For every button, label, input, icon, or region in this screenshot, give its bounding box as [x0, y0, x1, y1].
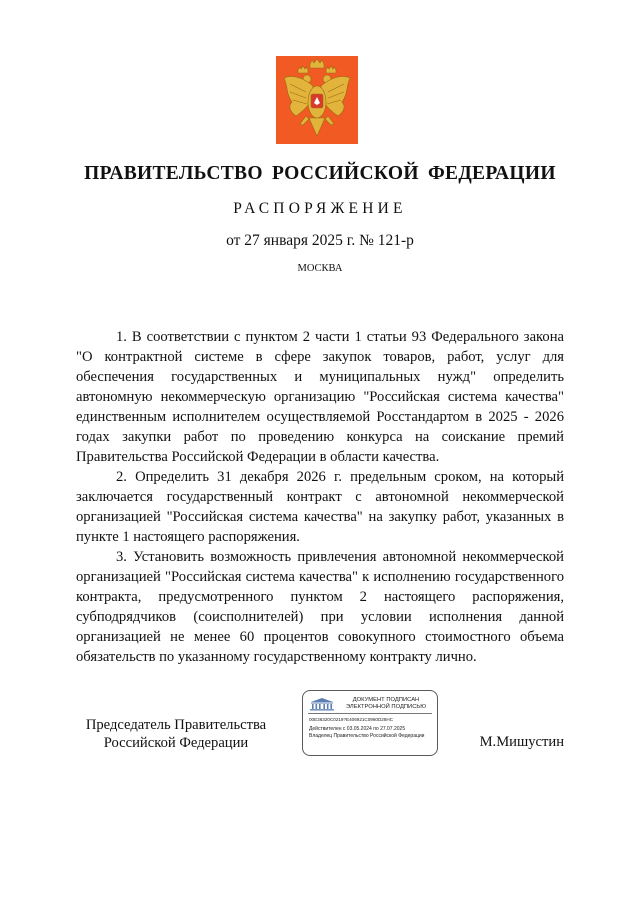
document-date-number: от 27 января 2025 г. № 121-р: [226, 232, 414, 249]
stamp-header-line1: ДОКУМЕНТ ПОДПИСАН: [352, 697, 420, 703]
paragraph-3: 3. Установить возможность привлечения автономной некоммерческой организацией "Российская система качества" к исполнению государственного контракта, предусмотренного пунктом 2 настоящего распоряжения, субподрядчиков (соисполнителей) при условии исполнения данной организацией не менее 60 процентов совокупного стоимостного объема обязательств по указанному государственному контракту лично.: [76, 549, 564, 665]
signer-position-line2: Российской Федерации: [103, 735, 249, 751]
document-type: РАСПОРЯЖЕНИЕ: [233, 200, 407, 217]
signer-position: [76, 716, 276, 752]
stamp-validity: Действителен с 03.05.2024 по 27.07.2025: [309, 726, 406, 732]
paragraph-1: 1. В соответствии с пунктом 2 части 1 статьи 93 Федерального закона "О контрактной системе в сфере закупок товаров, работ, услуг для обеспечения государственных и муниципальных нужд" определить автономную некоммерческую организацию "Российская система качества" единственным исполнителем осуществляемой Росстандартом в 2025 - 2026 годах закупки работ по проведению конкурса на соискание премий Правительства Российской Федерации в области качества.: [76, 329, 564, 465]
state-emblem: [276, 56, 358, 144]
stamp-owner: Владелец Правительство Российской Федерации: [309, 733, 425, 739]
document-body: [76, 327, 564, 667]
signer-name: М.Мишустин: [479, 734, 564, 750]
paragraph-2: 2. Определить 31 декабря 2026 г. предельным сроком, на который заключается государственный контракт с автономной некоммерческой организацией "Российская система качества" на закупку работ, указанных в пункте 1 настоящего распоряжения.: [76, 469, 564, 545]
stamp-certificate-id: 00E36320C0219?E406921C0960D28HC: [309, 717, 394, 722]
stamp-divider: [308, 713, 432, 714]
government-title: ПРАВИТЕЛЬСТВО РОССИЙСКОЙ ФЕДЕРАЦИИ: [84, 163, 556, 184]
government-building-icon: [309, 697, 335, 711]
russian-coat-of-arms-icon: [276, 56, 358, 144]
stamp-header: [337, 697, 435, 711]
electronic-signature-stamp: [302, 690, 438, 756]
signer-position-line1: Председатель Правительства: [85, 717, 267, 733]
stamp-header-line2: ЭЛЕКТРОННОЙ ПОДПИСЬЮ: [345, 704, 427, 710]
document-city: МОСКВА: [297, 263, 343, 274]
